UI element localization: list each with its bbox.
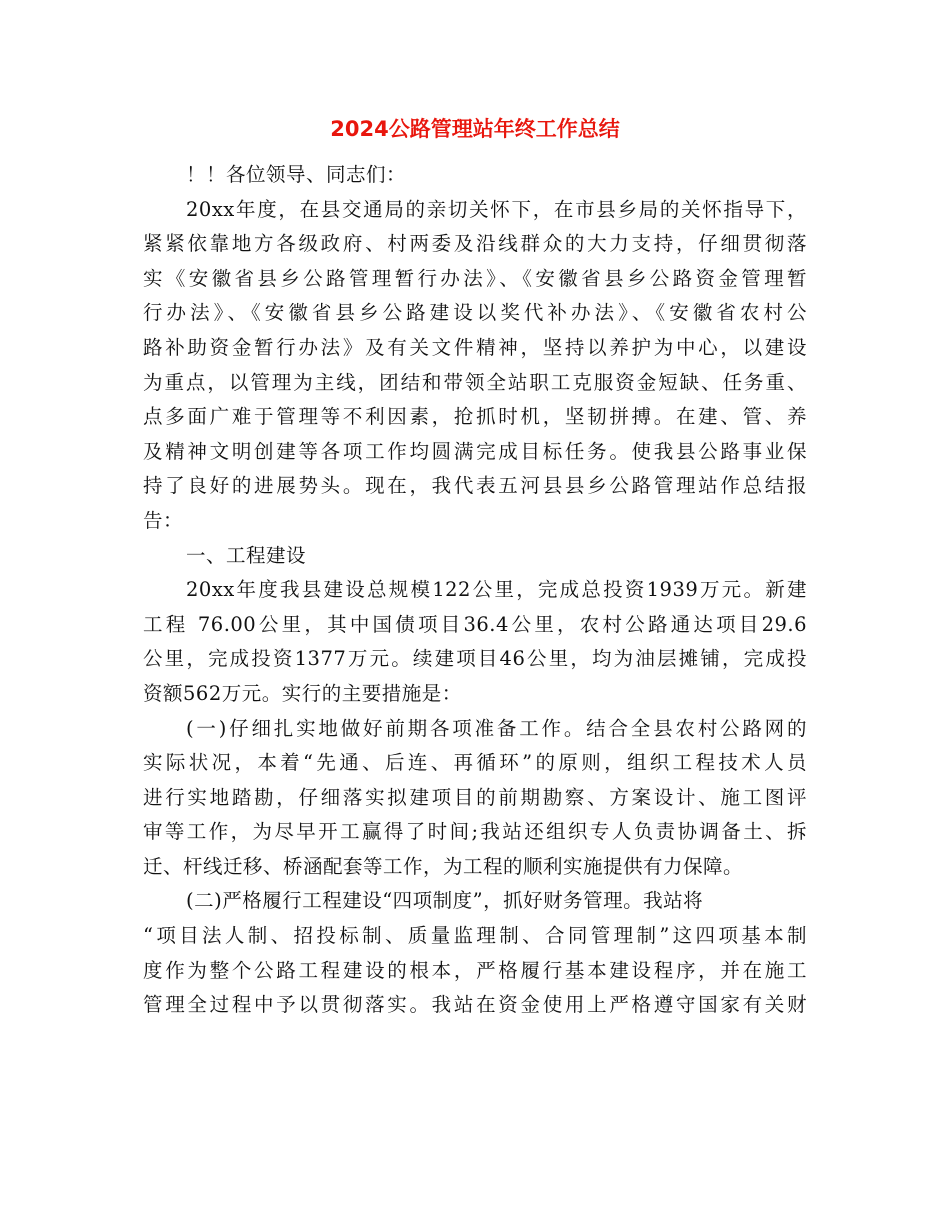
body-line: 资额562万元。实行的主要措施是： [143, 681, 462, 705]
body-line: 告： [143, 508, 184, 532]
body-line: 一、工程建设 [186, 543, 307, 567]
body-line: “项目法人制、招投标制、质量监理制、合同管理制”这四项基本制 [143, 924, 807, 948]
body-line: 公里，完成投资1377万元。续建项目46公里，均为油层摊铺，完成投 [143, 647, 807, 671]
body-line: ！！各位领导、同志们： [186, 163, 407, 186]
body-line: 工程 76.00公里，其中国债项目36.4公里，农村公路通达项目29.6 [143, 612, 807, 636]
document-title: 2024公路管理站年终工作总结 [330, 117, 620, 141]
body-line: 及精神文明创建等各项工作均圆满完成目标任务。使我县公路事业保 [143, 439, 807, 463]
body-line: 管理全过程中予以贯彻落实。我站在资金使用上严格遵守国家有关财 [143, 993, 807, 1017]
body-line: 行办法》、《安徽省县乡公路建设以奖代补办法》、《安徽省农村公 [143, 301, 807, 325]
document-body [143, 158, 807, 1023]
body-line: 20xx年度，在县交通局的亲切关怀下，在市县乡局的关怀指导下， [186, 197, 807, 221]
body-line: 度作为整个公路工程建设的根本，严格履行基本建设程序，并在施工 [143, 958, 807, 982]
body-line: 紧紧依靠地方各级政府、村两委及沿线群众的大力支持，仔细贯彻落 [143, 232, 807, 256]
body-line: 点多面广难于管理等不利因素，抢抓时机，坚韧拼搏。在建、管、养 [143, 405, 807, 429]
body-line: (二)严格履行工程建设“四项制度”，抓好财务管理。我站将 [186, 889, 704, 913]
body-line: (一)仔细扎实地做好前期各项准备工作。结合全县农村公路网的 [186, 716, 807, 740]
body-line: 为重点，以管理为主线，团结和带领全站职工克服资金短缺、任务重、 [143, 370, 807, 394]
body-line: 实际状况，本着“先通、后连、再循环”的原则，组织工程技术人员 [143, 751, 807, 775]
body-line: 持了良好的进展势头。现在，我代表五河县县乡公路管理站作总结报 [143, 474, 807, 498]
body-line: 实《安徽省县乡公路管理暂行办法》、《安徽省县乡公路资金管理暂 [143, 266, 807, 290]
body-line: 进行实地踏勘，仔细落实拟建项目的前期勘察、方案设计、施工图评 [143, 785, 807, 809]
body-line: 20xx年度我县建设总规模122公里，完成总投资1939万元。新建 [186, 578, 807, 602]
body-line: 审等工作，为尽早开工赢得了时间;我站还组织专人负责协调备土、拆 [143, 820, 807, 844]
body-line: 路补助资金暂行办法》及有关文件精神，坚持以养护为中心，以建设 [143, 335, 807, 359]
body-line: 迁、杆线迁移、桥涵配套等工作，为工程的顺利实施提供有力保障。 [143, 854, 744, 878]
